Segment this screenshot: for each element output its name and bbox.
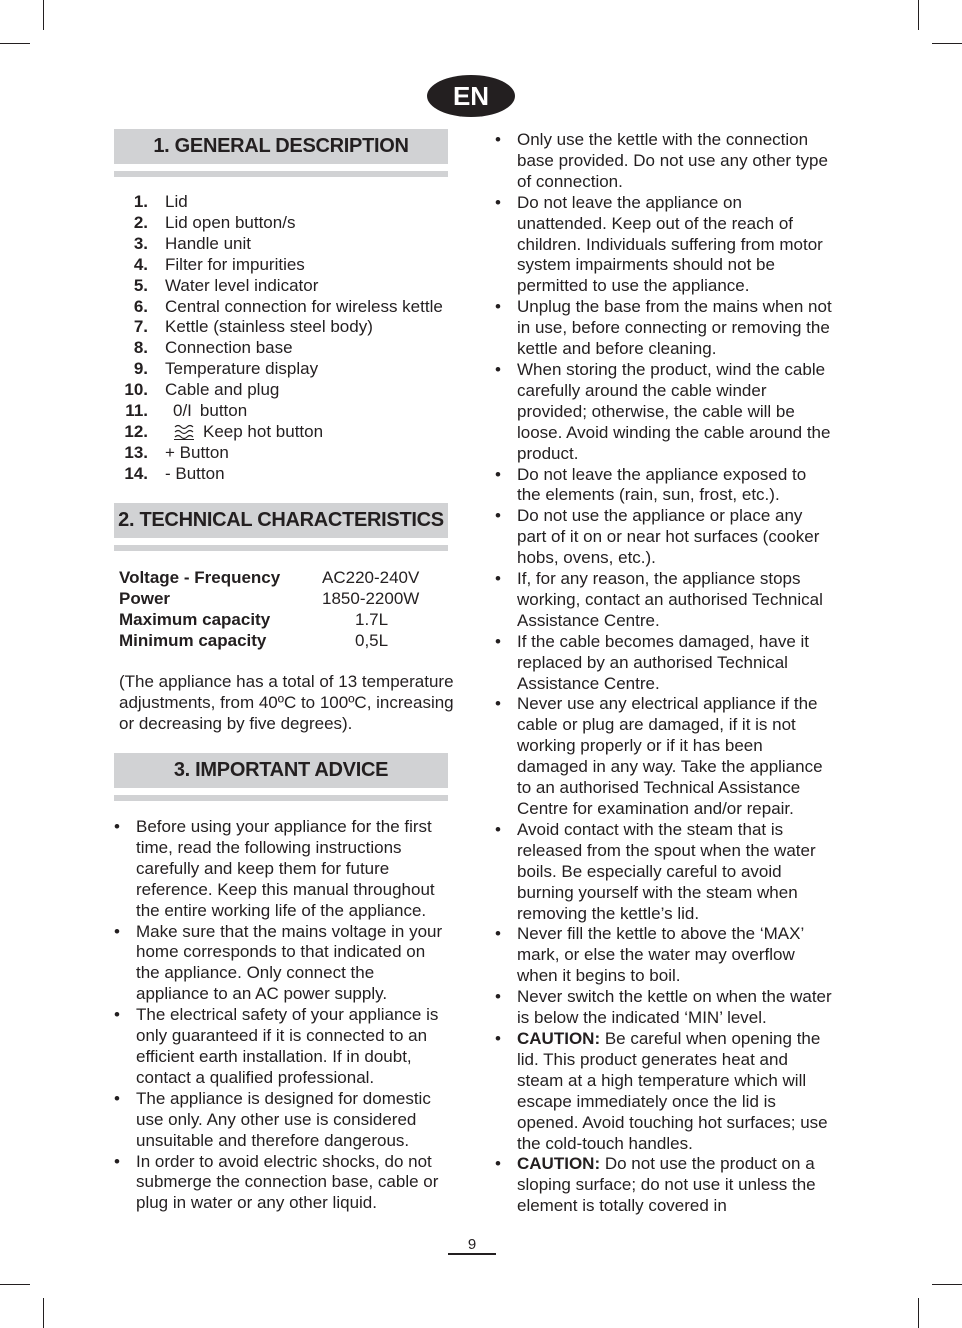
list-item: • Never switch the kettle on when the water is below the indicated ‘MIN’ level. [495,987,833,1029]
list-item: • Do not leave the appliance on unattended. Keep out of the reach of children. Individuals suffering from motor system impairments should not be permitted to use the appliance. [495,193,833,298]
list-item: 12. Keep hot button [124,421,324,441]
list-item: • Only use the kettle with the connection base provided. Do not use any other type of connection. [495,130,833,193]
section-technical-characteristics-title: 2. TECHNICAL CHARACTERISTICS [114,503,448,538]
list-item: 2. Lid open button/s [133,212,296,232]
list-item: • Never use any electrical appliance if the cable or plug are damaged, if it is not working properly or if it has been damaged in any way. Take the appliance to an authorised Technical Assistance Centre for examination and/or repair. [495,694,833,819]
page-number: 9 [467,1236,477,1253]
list-item: 5. Water level indicator [133,275,319,295]
crop-mark [918,0,919,30]
temperature-note: (The appliance has a total of 13 temperature adjustments, from 40ºC to 100ºC, increasing or decreasing by five degrees). [119,672,454,733]
keep-hot-waves-icon [173,422,195,443]
advice-list-right [495,130,833,1217]
crop-mark [0,43,30,44]
list-item: • In order to avoid electric shocks, do not submerge the connection base, cable or plug in water or any other liquid. [114,1152,449,1215]
list-item: • If the cable becomes damaged, have it replaced by an authorised Technical Assistance Centre. [495,632,833,695]
crop-mark [0,1284,30,1285]
list-item: • Do not use the appliance or place any part of it on or near hot surfaces (cooker hobs, ovens, etc.). [495,506,833,569]
section-divider [114,545,448,551]
list-item: 6. Central connection for wireless kettle [133,296,443,316]
spec-table [119,568,419,652]
list-item: 4. Filter for impurities [133,254,305,274]
caution-label: CAUTION: [517,1154,601,1174]
language-badge: EN [427,75,515,117]
list-item: 3. Handle unit [133,233,252,253]
parts-list [114,192,459,485]
spec-row: Voltage - Frequency AC220-240V [119,568,420,587]
list-item: 1. Lid [133,192,188,211]
section-important-advice-title: 3. IMPORTANT ADVICE [114,753,448,788]
section-divider [114,795,448,801]
spec-row: Power 1850-2200W [119,588,420,608]
section-divider [114,171,448,177]
list-item: • If, for any reason, the appliance stops working, contact an authorised Technical Assistance Centre. [495,569,833,632]
list-item: • CAUTION: Be careful when opening the lid. This product generates heat and steam at a high temperature which will escape immediately once the lid is opened. Avoid touching hot surfaces; use the cold-touch handles. [495,1029,833,1154]
list-item: • When storing the product, wind the cable carefully around the cable winder provided; otherwise, the cable will be loose. Avoid winding the cable around the product. [495,360,833,465]
list-item: 7. Kettle (stainless steel body) [133,317,373,337]
list-item: 9. Temperature display [133,359,319,379]
crop-mark [932,43,962,44]
list-item: • The appliance is designed for domestic use only. Any other use is considered unsuitable and therefore dangerous. [114,1089,449,1152]
crop-mark [932,1284,962,1285]
crop-mark [43,0,44,30]
list-item: 11. 0/I button [125,401,248,421]
list-item: • CAUTION: Do not use the product on a sloping surface; do not use it unless the element is totally covered in [495,1154,833,1217]
list-item: • Do not leave the appliance exposed to the elements (rain, sun, frost, etc.). [495,465,833,507]
list-item: • Make sure that the mains voltage in your home corresponds to that indicated on the appliance. Only connect the appliance to an AC power supply. [114,922,449,1006]
page-number-rule [448,1253,496,1255]
list-item: • Before using your appliance for the first time, read the following instructions carefully and keep them for future reference. Keep this manual throughout the entire working life of the appliance. [114,817,449,922]
list-item: • Avoid contact with the steam that is released from the spout when the water boils. Be especially careful to avoid burning yourself with the steam when removing the kettle’s lid. [495,820,833,925]
list-item: • Unplug the base from the mains when not in use, before connecting or removing the kettle and before cleaning. [495,297,833,360]
advice-list-left [114,817,449,1214]
crop-mark [918,1298,919,1328]
power-0-i-icon: 0/I [173,401,192,421]
list-item: • Never fill the kettle to above the ‘MAX’ mark, or else the water may overflow when it begins to boil. [495,924,833,987]
crop-mark [43,1298,44,1328]
section-general-description-title: 1. GENERAL DESCRIPTION [114,129,448,164]
list-item: 10. Cable and plug [124,380,280,400]
spec-row: Minimum capacity 0,5L [119,630,389,650]
list-item: 14. - Button [124,463,225,483]
list-item: 13. + Button [124,442,229,462]
spec-row: Maximum capacity 1.7L [119,609,389,629]
caution-label: CAUTION: [517,1028,601,1048]
list-item: • The electrical safety of your appliance is only guaranteed if it is connected to an efficient earth installation. If in doubt, contact a qualified professional. [114,1005,449,1089]
list-item: 8. Connection base [133,338,293,358]
